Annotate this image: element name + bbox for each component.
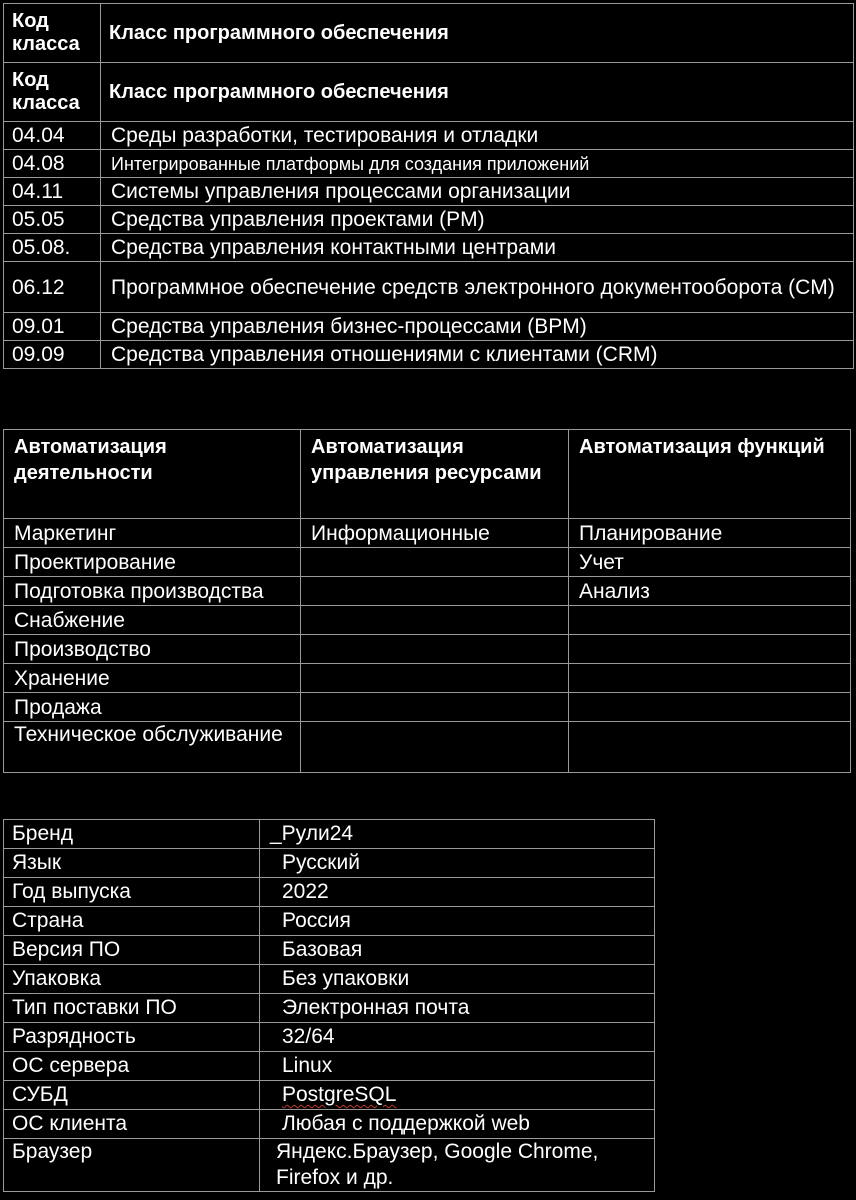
spec-label: Упаковка (4, 965, 260, 994)
spec-label: Разрядность (4, 1023, 260, 1052)
spec-value: _Рули24 (260, 820, 655, 849)
table-row (4, 965, 655, 994)
class-name: Средства управления контактными центрами (101, 234, 854, 262)
class-code: 04.08 (4, 150, 101, 178)
class-code: 09.09 (4, 341, 101, 369)
table-row (4, 234, 854, 262)
table-row (4, 878, 655, 907)
table-row (4, 1023, 655, 1052)
cell-function (569, 664, 851, 693)
spec-label: Страна (4, 907, 260, 936)
spec-value: Яндекс.Браузер, Google Chrome, Firefox и др. (260, 1139, 655, 1192)
table-row (4, 994, 655, 1023)
cell-activity: Маркетинг (4, 519, 301, 548)
table-row (4, 664, 851, 693)
spec-label: ОС клиента (4, 1110, 260, 1139)
header-code: Код класса (4, 4, 101, 63)
class-code: 05.08. (4, 234, 101, 262)
spec-value-cell (260, 1081, 655, 1110)
table-row (4, 849, 655, 878)
cell-resource (301, 548, 569, 577)
spec-value: Любая с поддержкой web (260, 1110, 655, 1139)
cell-resource (301, 722, 569, 773)
table-row (4, 577, 851, 606)
table-row (4, 606, 851, 635)
table-header-row (4, 430, 851, 519)
cell-resource (301, 664, 569, 693)
table-row (4, 262, 854, 313)
cell-function: Учет (569, 548, 851, 577)
table-header-row (4, 4, 854, 63)
cell-function (569, 635, 851, 664)
spec-value: Россия (260, 907, 655, 936)
cell-function (569, 693, 851, 722)
cell-function (569, 722, 851, 773)
header-class: Класс программного обеспечения (101, 63, 854, 122)
header-function-automation: Автоматизация функций (569, 430, 851, 519)
table-row (4, 313, 854, 341)
cell-function: Анализ (569, 577, 851, 606)
cell-activity: Производство (4, 635, 301, 664)
spec-label: Язык (4, 849, 260, 878)
spec-value: 32/64 (260, 1023, 655, 1052)
spec-value: Электронная почта (260, 994, 655, 1023)
header-activity-automation: Автоматизация деятельности (4, 430, 301, 519)
table-row (4, 519, 851, 548)
header-resource-automation: Автоматизация управления ресурсами (301, 430, 569, 519)
class-code: 09.01 (4, 313, 101, 341)
cell-function (569, 606, 851, 635)
table-row (4, 548, 851, 577)
spec-label: ОС сервера (4, 1052, 260, 1081)
table-row (4, 341, 854, 369)
table-row (4, 936, 655, 965)
cell-activity: Снабжение (4, 606, 301, 635)
spec-value: 2022 (260, 878, 655, 907)
cell-activity: Хранение (4, 664, 301, 693)
spec-label: Год выпуска (4, 878, 260, 907)
table-row (4, 722, 851, 773)
cell-resource (301, 693, 569, 722)
spec-label: Тип поставки ПО (4, 994, 260, 1023)
table-row (4, 1052, 655, 1081)
spec-value: PostgreSQL (282, 1083, 397, 1106)
table-row (4, 1081, 655, 1110)
class-name: Средства управления отношениями с клиентами (CRM) (101, 341, 854, 369)
table-row (4, 1110, 655, 1139)
table-header-row (4, 63, 854, 122)
cell-resource (301, 577, 569, 606)
class-name: Среды разработки, тестирования и отладки (101, 122, 854, 150)
spec-value: Без упаковки (260, 965, 655, 994)
table-row (4, 820, 655, 849)
spec-label: Бренд (4, 820, 260, 849)
class-code: 06.12 (4, 262, 101, 313)
class-name: Программное обеспечение средств электронного документооборота (CM) (101, 262, 854, 313)
class-name: Средства управления проектами (PM) (101, 206, 854, 234)
header-code: Код класса (4, 63, 101, 122)
spec-value: Linux (260, 1052, 655, 1081)
software-class-table (3, 3, 854, 369)
table-row (4, 907, 655, 936)
automation-table (3, 429, 851, 773)
table-row (4, 122, 854, 150)
table-row (4, 1139, 655, 1192)
cell-resource (301, 606, 569, 635)
class-code: 04.11 (4, 178, 101, 206)
header-class: Класс программного обеспечения (101, 4, 854, 63)
class-name: Системы управления процессами организации (101, 178, 854, 206)
class-code: 05.05 (4, 206, 101, 234)
class-name: Интегрированные платформы для создания приложений (101, 150, 854, 178)
cell-activity: Подготовка производства (4, 577, 301, 606)
cell-activity: Техническое обслуживание (4, 722, 301, 773)
product-spec-table (3, 819, 655, 1192)
spec-value: Русский (260, 849, 655, 878)
table-row (4, 206, 854, 234)
spec-value: Базовая (260, 936, 655, 965)
table-row (4, 150, 854, 178)
class-code: 04.04 (4, 122, 101, 150)
class-name: Средства управления бизнес-процессами (BPM) (101, 313, 854, 341)
cell-resource (301, 635, 569, 664)
spec-label: Версия ПО (4, 936, 260, 965)
spec-label: Браузер (4, 1139, 260, 1192)
cell-resource: Информационные (301, 519, 569, 548)
table-row (4, 635, 851, 664)
table-row (4, 693, 851, 722)
cell-function: Планирование (569, 519, 851, 548)
table-row (4, 178, 854, 206)
spec-label: СУБД (4, 1081, 260, 1110)
cell-activity: Проектирование (4, 548, 301, 577)
cell-activity: Продажа (4, 693, 301, 722)
